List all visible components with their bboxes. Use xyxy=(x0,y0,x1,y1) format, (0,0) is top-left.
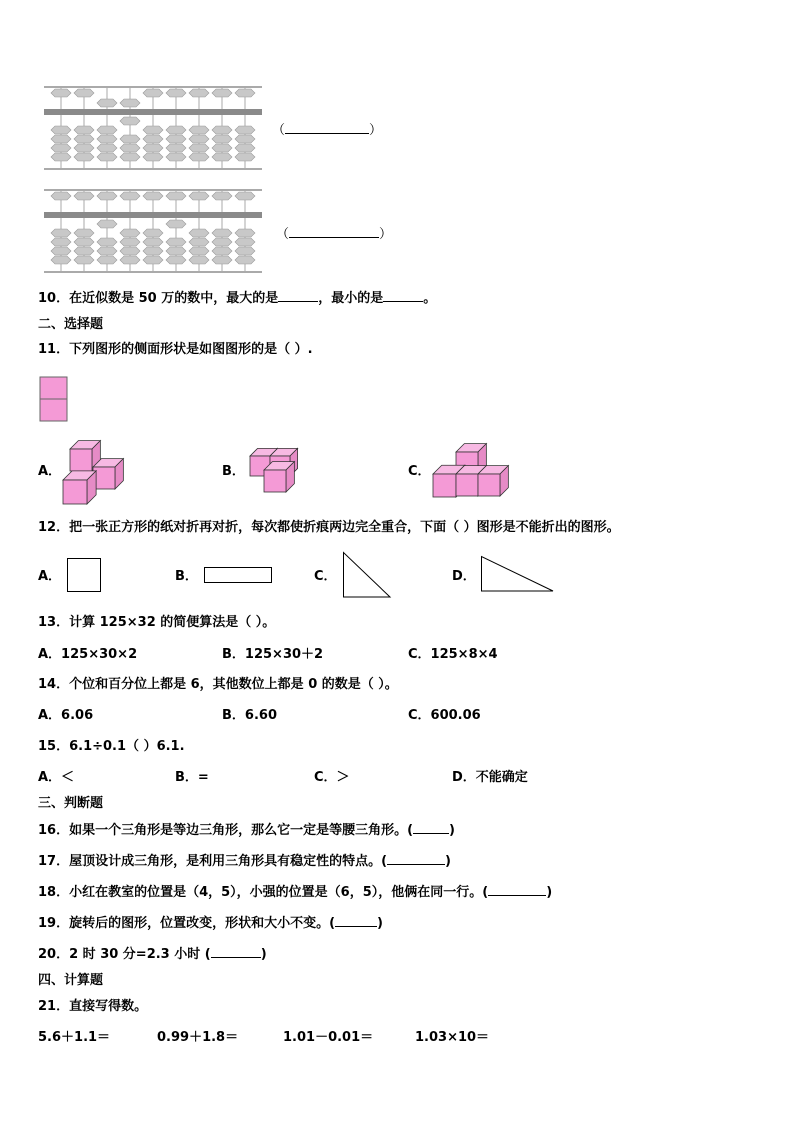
question-10 xyxy=(38,289,436,308)
abacus-bead xyxy=(166,89,186,97)
section-title-choice: 二、选择题 xyxy=(38,317,104,332)
question-17 xyxy=(38,852,451,871)
abacus-bead xyxy=(212,247,232,255)
abacus-bead xyxy=(212,144,232,152)
q10-middle: ，最小的是 xyxy=(318,291,384,306)
abacus-bead xyxy=(235,89,255,97)
cube-front-face xyxy=(70,449,92,471)
abacus-bead xyxy=(189,238,209,246)
abacus-bead xyxy=(74,144,94,152)
side-view-bottom-square xyxy=(40,399,67,421)
abacus-bead xyxy=(166,126,186,134)
rectangle-shape[interactable] xyxy=(204,567,274,585)
q12-option-b-label[interactable]: B． xyxy=(175,569,198,584)
abacus-beam xyxy=(44,109,262,115)
question-18 xyxy=(38,883,552,902)
abacus-bead xyxy=(97,238,117,246)
abacus-bead xyxy=(212,153,232,161)
abacus-bead xyxy=(235,238,255,246)
cube-front-face xyxy=(478,474,500,496)
abacus-bead xyxy=(189,126,209,134)
abacus-bead xyxy=(143,192,163,200)
abacus-bead xyxy=(97,220,117,228)
abacus-bead xyxy=(166,135,186,143)
q15-option-a[interactable]: A．＜ xyxy=(38,770,75,785)
abacus-bead xyxy=(97,135,117,143)
abacus-bead xyxy=(166,247,186,255)
abacus-bead xyxy=(120,117,140,125)
calc-item[interactable]: 1.03×10＝ xyxy=(415,1030,490,1045)
abacus-bead xyxy=(189,192,209,200)
abacus-bead xyxy=(212,126,232,134)
abacus-bead xyxy=(74,192,94,200)
q11-option-c-label[interactable]: C． xyxy=(408,464,431,479)
abacus-bead xyxy=(97,144,117,152)
answer-blank[interactable] xyxy=(488,883,546,896)
abacus-bead xyxy=(51,238,71,246)
side-view-top-square xyxy=(40,377,67,399)
q18-close: ) xyxy=(546,885,553,900)
abacus-bead xyxy=(235,192,255,200)
abacus-bead xyxy=(51,192,71,200)
cube-front-face xyxy=(63,480,87,504)
abacus-bead xyxy=(143,89,163,97)
question-16 xyxy=(38,821,455,840)
abacus-bead xyxy=(166,192,186,200)
abacus-bead xyxy=(74,247,94,255)
paren-close: ） xyxy=(379,227,393,242)
answer-blank[interactable] xyxy=(289,225,379,238)
abacus-bead xyxy=(143,229,163,237)
abacus-bead xyxy=(235,144,255,152)
side-view-figure xyxy=(39,376,69,424)
abacus-bead xyxy=(166,144,186,152)
calc-item[interactable]: 0.99＋1.8＝ xyxy=(157,1030,239,1045)
abacus-bead xyxy=(74,238,94,246)
q12-option-d-label[interactable]: D． xyxy=(452,569,476,584)
abacus-bead xyxy=(97,126,117,134)
abacus-bottom xyxy=(44,189,264,273)
abacus-bead xyxy=(120,135,140,143)
abacus-top xyxy=(44,86,264,170)
question-11: 11．下列图形的侧面形状是如图图形的是（ ）. xyxy=(38,342,313,357)
abacus-bead xyxy=(74,89,94,97)
question-14: 14．个位和百分位上都是 6，其他数位上都是 0 的数是（ ）。 xyxy=(38,677,398,692)
abacus-bottom-answer[interactable] xyxy=(276,223,392,242)
answer-blank[interactable] xyxy=(278,289,318,302)
abacus-bead xyxy=(51,229,71,237)
paren-close: ） xyxy=(369,123,383,138)
q20-close: ) xyxy=(260,947,267,962)
paren-open: （ xyxy=(272,123,286,138)
abacus-bead xyxy=(166,220,186,228)
abacus-bead xyxy=(143,153,163,161)
abacus-bead xyxy=(74,229,94,237)
abacus-bead xyxy=(120,99,140,107)
abacus-bead xyxy=(120,153,140,161)
abacus-bead xyxy=(143,247,163,255)
question-12: 12．把一张正方形的纸对折再对折，每次都使折痕两边完全重合，下面（ ）图形是不能折出的图形。 xyxy=(38,520,620,535)
q11-option-a-label[interactable]: A． xyxy=(38,464,62,479)
answer-blank[interactable] xyxy=(285,121,369,134)
isosceles-right-triangle-shape[interactable] xyxy=(343,552,393,600)
question-20 xyxy=(38,945,267,964)
abacus-bead xyxy=(212,229,232,237)
question-19 xyxy=(38,914,383,933)
abacus-bead xyxy=(120,256,140,264)
q12-option-a-label[interactable]: A． xyxy=(38,569,62,584)
q20-stem: 20．2 时 30 分=2.3 小时 ( xyxy=(38,947,211,962)
abacus-bead xyxy=(212,256,232,264)
answer-blank[interactable] xyxy=(387,852,445,865)
abacus-bead xyxy=(166,153,186,161)
q10-prefix: 10．在近似数是 50 万的数中，最大的是 xyxy=(38,291,279,306)
abacus-bead xyxy=(212,192,232,200)
abacus-beam xyxy=(44,212,262,218)
answer-blank[interactable] xyxy=(383,289,423,302)
q16-stem: 16．如果一个三角形是等边三角形，那么它一定是等腰三角形。( xyxy=(38,823,414,838)
q15-option-b[interactable]: B．= xyxy=(175,770,209,785)
q11-option-b-cubes[interactable] xyxy=(246,446,304,496)
abacus-bead xyxy=(97,247,117,255)
q13-option-c[interactable]: C．125×8×4 xyxy=(408,647,498,662)
abacus-bead xyxy=(212,89,232,97)
abacus-bead xyxy=(97,99,117,107)
answer-blank[interactable] xyxy=(335,914,377,927)
abacus-bead xyxy=(143,256,163,264)
q15-option-c[interactable]: C．＞ xyxy=(314,770,350,785)
cube-front-face xyxy=(456,474,478,496)
abacus-bead xyxy=(166,256,186,264)
calc-item[interactable]: 5.6＋1.1＝ xyxy=(38,1030,111,1045)
abacus-bead xyxy=(74,153,94,161)
square-shape[interactable] xyxy=(67,558,103,594)
abacus-bead xyxy=(74,135,94,143)
q14-option-c[interactable]: C．600.06 xyxy=(408,708,481,723)
q16-close: ) xyxy=(449,823,455,838)
question-15: 15．6.1÷0.1（ ）6.1. xyxy=(38,739,185,754)
abacus-bead xyxy=(120,192,140,200)
q12-option-c-label[interactable]: C． xyxy=(314,569,337,584)
abacus-bead xyxy=(235,256,255,264)
cube-front-face xyxy=(433,474,456,497)
abacus-bead xyxy=(189,144,209,152)
q11-option-b-label[interactable]: B． xyxy=(222,464,245,479)
abacus-bead xyxy=(51,126,71,134)
abacus-bead xyxy=(143,144,163,152)
abacus-bead xyxy=(51,135,71,143)
abacus-bead xyxy=(51,89,71,97)
q14-option-a[interactable]: A．6.06 xyxy=(38,708,94,723)
q17-stem: 17．屋顶设计成三角形，是利用三角形具有稳定性的特点。( xyxy=(38,854,388,869)
abacus-bead xyxy=(235,229,255,237)
abacus-bead xyxy=(120,238,140,246)
q13-option-b[interactable]: B．125×30＋2 xyxy=(222,647,324,662)
question-13: 13．计算 125×32 的简便算法是（ ）。 xyxy=(38,615,276,630)
abacus-bead xyxy=(120,229,140,237)
abacus-bead xyxy=(120,247,140,255)
abacus-bead xyxy=(235,153,255,161)
abacus-bead xyxy=(51,247,71,255)
q11-option-a-cubes[interactable] xyxy=(62,440,126,502)
question-21: 21．直接写得数。 xyxy=(38,999,148,1014)
q11-option-c-cubes[interactable] xyxy=(432,443,512,499)
abacus-bead xyxy=(97,192,117,200)
abacus-bead xyxy=(74,126,94,134)
q13-option-a[interactable]: A．125×30×2 xyxy=(38,647,138,662)
abacus-bead xyxy=(235,247,255,255)
q18-stem: 18．小红在教室的位置是（4，5），小强的位置是（6，5），他俩在同一行。( xyxy=(38,885,489,900)
q19-close: ) xyxy=(377,916,383,931)
abacus-bead xyxy=(97,153,117,161)
abacus-bead xyxy=(189,256,209,264)
abacus-bead xyxy=(189,153,209,161)
abacus-bead xyxy=(189,247,209,255)
abacus-bead xyxy=(166,238,186,246)
abacus-bead xyxy=(74,256,94,264)
abacus-bead xyxy=(212,135,232,143)
abacus-bead xyxy=(143,238,163,246)
abacus-bead xyxy=(51,144,71,152)
section-title-judge: 三、判断题 xyxy=(38,796,104,811)
abacus-bead xyxy=(51,256,71,264)
abacus-top-answer[interactable] xyxy=(272,119,382,138)
abacus-bead xyxy=(235,126,255,134)
abacus-bead xyxy=(212,238,232,246)
abacus-bead xyxy=(51,153,71,161)
q14-option-b[interactable]: B．6.60 xyxy=(222,708,277,723)
calc-item[interactable]: 1.01－0.01＝ xyxy=(283,1030,374,1045)
abacus-bead xyxy=(143,126,163,134)
paren-open: （ xyxy=(276,227,290,242)
answer-blank[interactable] xyxy=(413,821,449,834)
abacus-bead xyxy=(189,89,209,97)
abacus-bead xyxy=(120,144,140,152)
cube-front-face xyxy=(264,470,286,492)
q10-suffix: 。 xyxy=(423,291,437,306)
q19-stem: 19．旋转后的图形，位置改变，形状和大小不变。( xyxy=(38,916,336,931)
section-title-calc: 四、计算题 xyxy=(38,973,104,988)
q17-close: ) xyxy=(445,854,451,869)
answer-blank[interactable] xyxy=(211,945,261,958)
q15-option-d[interactable]: D．不能确定 xyxy=(452,770,528,785)
abacus-bead xyxy=(189,229,209,237)
abacus-bead xyxy=(97,256,117,264)
right-triangle-shape[interactable] xyxy=(481,556,557,596)
abacus-bead xyxy=(235,135,255,143)
abacus-bead xyxy=(143,135,163,143)
abacus-bead xyxy=(189,135,209,143)
